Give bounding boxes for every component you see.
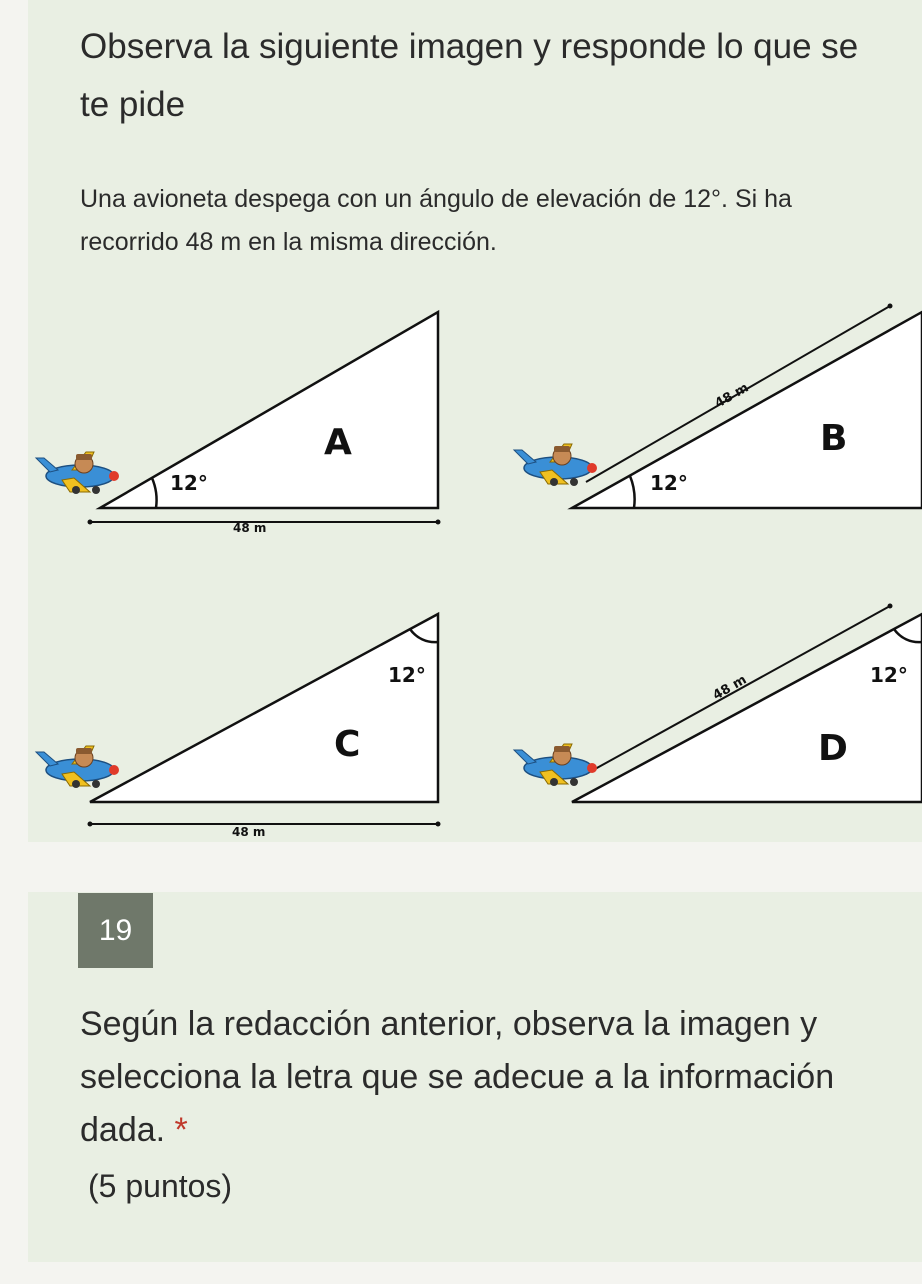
airplane-icon — [36, 746, 119, 788]
question-prompt: Según la redacción anterior, observa la imagen y selecciona la letra que se adecue a la información dada. — [80, 1005, 835, 1149]
airplane-icon — [514, 444, 597, 486]
option-d-letter: D — [818, 728, 848, 769]
option-a-triangle — [36, 312, 441, 535]
option-d-angle-label: 12° — [870, 663, 908, 687]
required-marker: * — [174, 1111, 188, 1149]
option-d-distance-label: 48 m — [710, 672, 750, 704]
option-c-triangle — [36, 614, 441, 839]
option-b-distance-label: 48 m — [712, 380, 752, 412]
problem-statement: Una avioneta despega con un ángulo de elevación de 12°. Si ha recorrido 48 m en la misma dirección. — [80, 185, 792, 256]
option-b-triangle — [514, 304, 922, 509]
option-c-letter: C — [334, 724, 361, 765]
option-c-distance-label: 48 m — [232, 825, 266, 839]
question-number-badge: 19 — [78, 893, 153, 968]
airplane-icon — [514, 744, 597, 786]
option-a-angle-label: 12° — [170, 471, 208, 495]
option-d-triangle — [514, 604, 922, 803]
option-c-angle-label: 12° — [388, 663, 426, 687]
option-b-letter: B — [820, 418, 848, 459]
airplane-icon — [36, 452, 119, 494]
section-heading: Observa la siguiente imagen y responde lo que se te pide — [80, 27, 859, 124]
section-divider — [0, 842, 922, 892]
question-text — [80, 998, 880, 1157]
option-a-letter: A — [324, 422, 352, 463]
question-points: (5 puntos) — [88, 1168, 233, 1204]
triangle-options-figure — [28, 290, 922, 842]
option-a-distance-label: 48 m — [233, 521, 267, 535]
option-b-angle-label: 12° — [650, 471, 688, 495]
